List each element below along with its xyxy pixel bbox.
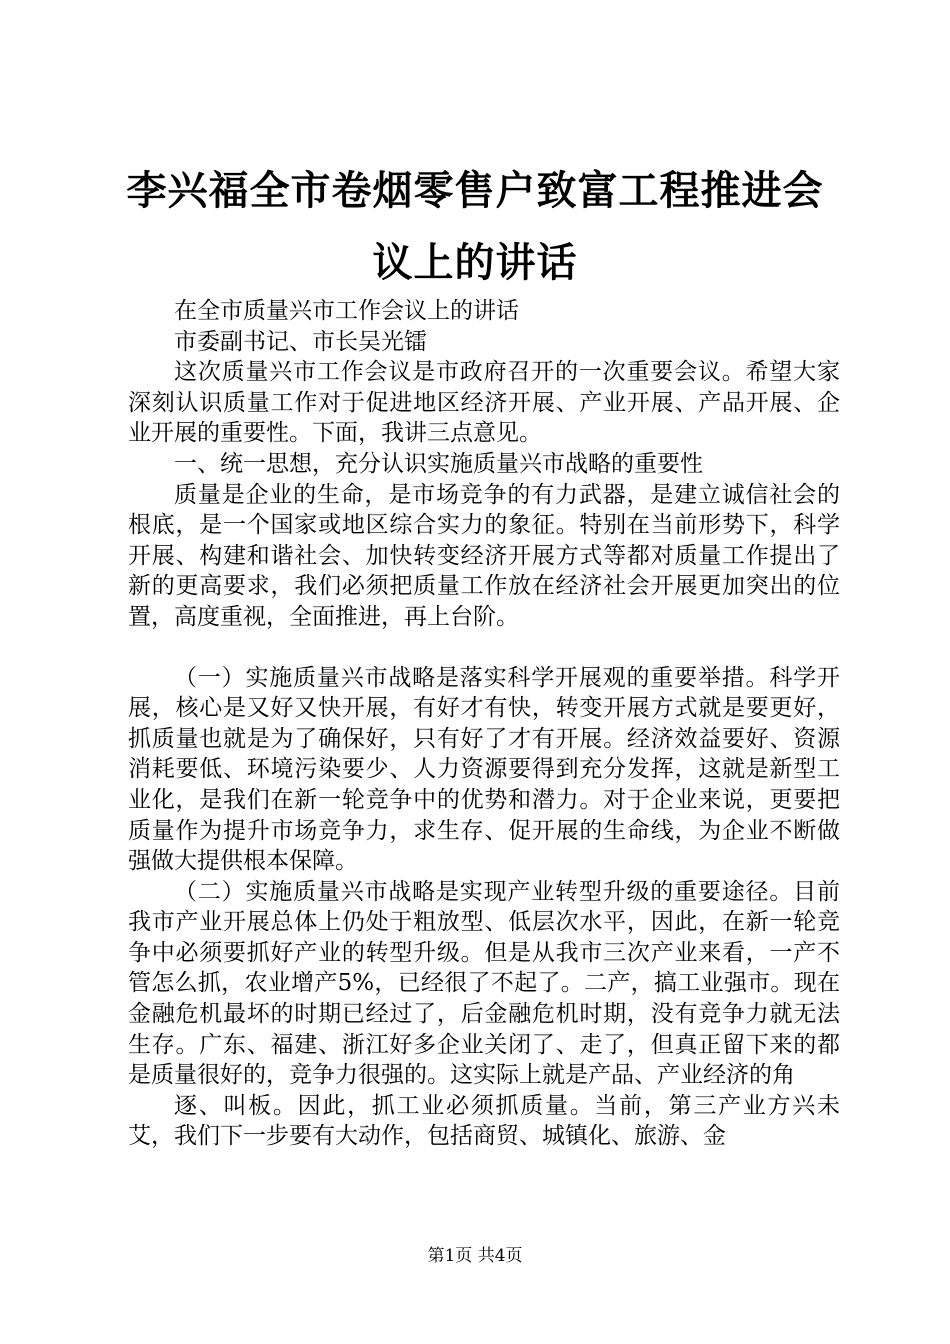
- intro-paragraph: 这次质量兴市工作会议是市政府召开的一次重要会议。希望大家深刻认识质量工作对于促进地区经济开展、产业开展、产品开展、企业开展的重要性。下面，我讲三点意见。: [128, 359, 840, 447]
- body-paragraph: 质量是企业的生命，是市场竞争的有力武器，是建立诚信社会的根底，是一个国家或地区综合实力的象征。特别在当前形势下，科学开展、构建和谐社会、加快转变经济开展方式等都对质量工作提出了新的更高要求，我们必须把质量工作放在经济社会开展更加突出的位置，高度重视，全面推进，再上台阶。: [128, 481, 840, 630]
- speaker-paragraph: 市委副书记、市长吴光镭: [174, 328, 427, 355]
- body-paragraph: （一）实施质量兴市战略是落实科学开展观的重要举措。科学开展，核心是又好又快开展，有好才有快，转变开展方式就是要更好，抓质量也就是为了确保好，只有好了才有开展。经济效益要好、资源消耗要低、环境污染要少、人力资源要得到充分发挥，这就是新型工业化，是我们在新一轮竞争中的优势和潜力。对于企业来说，更要把质量作为提升市场竞争力，求生存、促开展的生命线，为企业不断做强做大提供根本保障。: [128, 664, 840, 875]
- page-footer: 第1页 共4页: [427, 1246, 523, 1266]
- document-body: [128, 296, 840, 1152]
- section-heading: 一、统一思想，充分认识实施质量兴市战略的重要性: [174, 450, 703, 477]
- subtitle-paragraph: 在全市质量兴市工作会议上的讲话: [174, 298, 519, 324]
- body-paragraph: 逐、叫板。因此，抓工业必须抓质量。当前，第三产业方兴未艾，我们下一步要有大动作，包括商贸、城镇化、旅游、金: [128, 1092, 840, 1150]
- body-paragraph: （二）实施质量兴市战略是实现产业转型升级的重要途径。目前我市产业开展总体上仍处于粗放型、低层次水平，因此，在新一轮竞争中必须要抓好产业的转型升级。但是从我市三次产业来看，一产不管怎么抓，农业增产5%，已经很了不起了。二产，搞工业强市。现在金融危机最坏的时期已经过了，后金融危机时期，没有竞争力就无法生存。广东、福建、浙江好多企业关闭了、走了，但真正留下来的都是质量很好的，竞争力很强的。这实际上就是产品、产业经济的角: [128, 878, 840, 1089]
- document-title: 李兴福全市卷烟零售户致富工程推进会议上的讲话: [126, 167, 824, 286]
